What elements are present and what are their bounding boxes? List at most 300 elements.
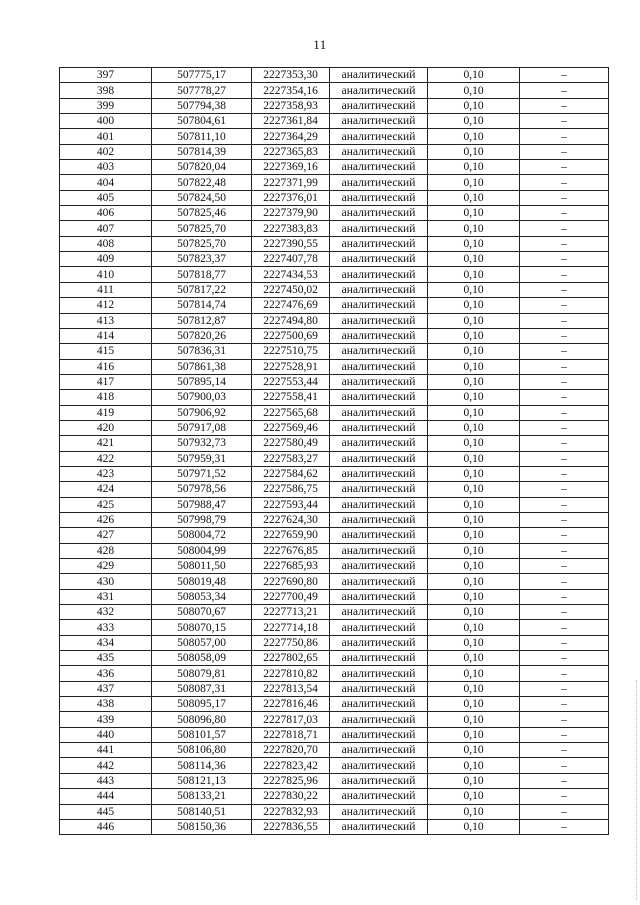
- cell-y-coordinate: 2227624,30: [252, 512, 330, 527]
- cell-point-number: 437: [60, 681, 152, 696]
- cell-note: –: [520, 482, 609, 497]
- cell-x-coordinate: 507900,03: [152, 390, 252, 405]
- cell-method: аналитический: [330, 420, 428, 435]
- cell-precision: 0,10: [428, 344, 520, 359]
- cell-precision: 0,10: [428, 114, 520, 129]
- cell-point-number: 444: [60, 789, 152, 804]
- cell-point-number: 426: [60, 512, 152, 527]
- table-body: [60, 68, 609, 835]
- cell-point-number: 416: [60, 359, 152, 374]
- cell-point-number: 441: [60, 743, 152, 758]
- cell-note: –: [520, 605, 609, 620]
- table-row: [60, 313, 609, 328]
- cell-method: аналитический: [330, 405, 428, 420]
- cell-method: аналитический: [330, 697, 428, 712]
- cell-x-coordinate: 507971,52: [152, 466, 252, 481]
- cell-y-coordinate: 2227383,83: [252, 221, 330, 236]
- cell-note: –: [520, 635, 609, 650]
- table-row: [60, 528, 609, 543]
- cell-x-coordinate: 507817,22: [152, 282, 252, 297]
- cell-x-coordinate: 507822,48: [152, 175, 252, 190]
- cell-note: –: [520, 727, 609, 742]
- cell-y-coordinate: 2227820,70: [252, 743, 330, 758]
- cell-precision: 0,10: [428, 712, 520, 727]
- cell-method: аналитический: [330, 543, 428, 558]
- cell-x-coordinate: 508140,51: [152, 804, 252, 819]
- cell-x-coordinate: 508070,67: [152, 605, 252, 620]
- cell-precision: 0,10: [428, 651, 520, 666]
- cell-method: аналитический: [330, 313, 428, 328]
- cell-precision: 0,10: [428, 68, 520, 83]
- cell-y-coordinate: 2227358,93: [252, 98, 330, 113]
- cell-note: –: [520, 405, 609, 420]
- cell-precision: 0,10: [428, 620, 520, 635]
- cell-precision: 0,10: [428, 206, 520, 221]
- table-row: [60, 574, 609, 589]
- cell-method: аналитический: [330, 190, 428, 205]
- cell-y-coordinate: 2227565,68: [252, 405, 330, 420]
- cell-y-coordinate: 2227450,02: [252, 282, 330, 297]
- cell-point-number: 440: [60, 727, 152, 742]
- cell-note: –: [520, 236, 609, 251]
- cell-point-number: 432: [60, 605, 152, 620]
- cell-method: аналитический: [330, 144, 428, 159]
- cell-note: –: [520, 221, 609, 236]
- table-row: [60, 98, 609, 113]
- cell-precision: 0,10: [428, 804, 520, 819]
- table-row: [60, 497, 609, 512]
- cell-note: –: [520, 175, 609, 190]
- cell-note: –: [520, 144, 609, 159]
- cell-x-coordinate: 508079,81: [152, 666, 252, 681]
- cell-note: –: [520, 512, 609, 527]
- table-row: [60, 298, 609, 313]
- cell-x-coordinate: 507824,50: [152, 190, 252, 205]
- cell-method: аналитический: [330, 605, 428, 620]
- cell-x-coordinate: 507959,31: [152, 451, 252, 466]
- cell-method: аналитический: [330, 98, 428, 113]
- cell-note: –: [520, 543, 609, 558]
- cell-point-number: 421: [60, 436, 152, 451]
- table-row: [60, 282, 609, 297]
- cell-y-coordinate: 2227434,53: [252, 267, 330, 282]
- cell-method: аналитический: [330, 252, 428, 267]
- table-row: [60, 697, 609, 712]
- cell-precision: 0,10: [428, 451, 520, 466]
- cell-y-coordinate: 2227500,69: [252, 328, 330, 343]
- cell-point-number: 423: [60, 466, 152, 481]
- cell-point-number: 446: [60, 819, 152, 834]
- cell-y-coordinate: 2227713,21: [252, 605, 330, 620]
- cell-x-coordinate: 507804,61: [152, 114, 252, 129]
- cell-point-number: 398: [60, 83, 152, 98]
- cell-precision: 0,10: [428, 221, 520, 236]
- cell-note: –: [520, 298, 609, 313]
- cell-precision: 0,10: [428, 727, 520, 742]
- cell-method: аналитический: [330, 374, 428, 389]
- table-row: [60, 758, 609, 773]
- cell-method: аналитический: [330, 451, 428, 466]
- cell-y-coordinate: 2227569,46: [252, 420, 330, 435]
- cell-precision: 0,10: [428, 758, 520, 773]
- cell-note: –: [520, 804, 609, 819]
- table-row: [60, 773, 609, 788]
- cell-x-coordinate: 508114,36: [152, 758, 252, 773]
- cell-y-coordinate: 2227390,55: [252, 236, 330, 251]
- cell-precision: 0,10: [428, 543, 520, 558]
- cell-note: –: [520, 712, 609, 727]
- cell-precision: 0,10: [428, 298, 520, 313]
- cell-x-coordinate: 507814,74: [152, 298, 252, 313]
- table-row: [60, 236, 609, 251]
- cell-method: аналитический: [330, 712, 428, 727]
- cell-note: –: [520, 252, 609, 267]
- cell-note: –: [520, 390, 609, 405]
- cell-point-number: 411: [60, 282, 152, 297]
- cell-x-coordinate: 507825,70: [152, 236, 252, 251]
- table-row: [60, 114, 609, 129]
- cell-y-coordinate: 2227802,65: [252, 651, 330, 666]
- cell-precision: 0,10: [428, 681, 520, 696]
- table-row: [60, 190, 609, 205]
- cell-method: аналитический: [330, 727, 428, 742]
- cell-method: аналитический: [330, 482, 428, 497]
- cell-precision: 0,10: [428, 236, 520, 251]
- cell-x-coordinate: 507917,08: [152, 420, 252, 435]
- cell-y-coordinate: 2227510,75: [252, 344, 330, 359]
- cell-note: –: [520, 789, 609, 804]
- cell-y-coordinate: 2227528,91: [252, 359, 330, 374]
- cell-x-coordinate: 507825,70: [152, 221, 252, 236]
- cell-precision: 0,10: [428, 819, 520, 834]
- cell-point-number: 418: [60, 390, 152, 405]
- cell-point-number: 414: [60, 328, 152, 343]
- cell-method: аналитический: [330, 466, 428, 481]
- cell-precision: 0,10: [428, 574, 520, 589]
- cell-note: –: [520, 282, 609, 297]
- cell-point-number: 403: [60, 160, 152, 175]
- cell-point-number: 430: [60, 574, 152, 589]
- cell-x-coordinate: 507861,38: [152, 359, 252, 374]
- cell-precision: 0,10: [428, 390, 520, 405]
- cell-point-number: 406: [60, 206, 152, 221]
- cell-method: аналитический: [330, 743, 428, 758]
- cell-x-coordinate: 508150,36: [152, 819, 252, 834]
- cell-method: аналитический: [330, 528, 428, 543]
- cell-precision: 0,10: [428, 313, 520, 328]
- cell-y-coordinate: 2227700,49: [252, 589, 330, 604]
- cell-method: аналитический: [330, 589, 428, 604]
- cell-method: аналитический: [330, 651, 428, 666]
- cell-precision: 0,10: [428, 466, 520, 481]
- table-row: [60, 405, 609, 420]
- cell-y-coordinate: 2227818,71: [252, 727, 330, 742]
- cell-method: аналитический: [330, 328, 428, 343]
- cell-x-coordinate: 508058,09: [152, 651, 252, 666]
- table-row: [60, 666, 609, 681]
- cell-y-coordinate: 2227407,78: [252, 252, 330, 267]
- cell-precision: 0,10: [428, 98, 520, 113]
- cell-precision: 0,10: [428, 482, 520, 497]
- cell-point-number: 435: [60, 651, 152, 666]
- cell-point-number: 400: [60, 114, 152, 129]
- cell-x-coordinate: 507825,46: [152, 206, 252, 221]
- cell-x-coordinate: 507818,77: [152, 267, 252, 282]
- cell-method: аналитический: [330, 497, 428, 512]
- table-row: [60, 712, 609, 727]
- table-row: [60, 543, 609, 558]
- cell-note: –: [520, 359, 609, 374]
- cell-point-number: 429: [60, 559, 152, 574]
- cell-y-coordinate: 2227714,18: [252, 620, 330, 635]
- table-row: [60, 267, 609, 282]
- cell-point-number: 443: [60, 773, 152, 788]
- cell-note: –: [520, 773, 609, 788]
- cell-method: аналитический: [330, 789, 428, 804]
- cell-note: –: [520, 528, 609, 543]
- cell-y-coordinate: 2227580,49: [252, 436, 330, 451]
- cell-y-coordinate: 2227813,54: [252, 681, 330, 696]
- page-number: 11: [313, 37, 327, 52]
- cell-y-coordinate: 2227836,55: [252, 819, 330, 834]
- cell-method: аналитический: [330, 175, 428, 190]
- cell-method: аналитический: [330, 635, 428, 650]
- cell-precision: 0,10: [428, 282, 520, 297]
- cell-note: –: [520, 589, 609, 604]
- cell-point-number: 427: [60, 528, 152, 543]
- cell-y-coordinate: 2227376,01: [252, 190, 330, 205]
- cell-note: –: [520, 160, 609, 175]
- cell-precision: 0,10: [428, 144, 520, 159]
- cell-note: –: [520, 681, 609, 696]
- table-row: [60, 727, 609, 742]
- table-row: [60, 328, 609, 343]
- cell-x-coordinate: 507932,73: [152, 436, 252, 451]
- cell-note: –: [520, 819, 609, 834]
- cell-x-coordinate: 507820,26: [152, 328, 252, 343]
- cell-method: аналитический: [330, 344, 428, 359]
- cell-x-coordinate: 507978,56: [152, 482, 252, 497]
- cell-note: –: [520, 743, 609, 758]
- cell-precision: 0,10: [428, 267, 520, 282]
- cell-precision: 0,10: [428, 175, 520, 190]
- cell-method: аналитический: [330, 804, 428, 819]
- cell-precision: 0,10: [428, 405, 520, 420]
- table-row: [60, 589, 609, 604]
- cell-point-number: 442: [60, 758, 152, 773]
- cell-precision: 0,10: [428, 160, 520, 175]
- cell-x-coordinate: 508004,72: [152, 528, 252, 543]
- table-row: [60, 451, 609, 466]
- cell-x-coordinate: 507811,10: [152, 129, 252, 144]
- cell-x-coordinate: 507895,14: [152, 374, 252, 389]
- cell-point-number: 408: [60, 236, 152, 251]
- table-row: [60, 635, 609, 650]
- cell-note: –: [520, 651, 609, 666]
- cell-x-coordinate: 507820,04: [152, 160, 252, 175]
- cell-point-number: 399: [60, 98, 152, 113]
- table-row: [60, 512, 609, 527]
- cell-y-coordinate: 2227354,16: [252, 83, 330, 98]
- cell-precision: 0,10: [428, 497, 520, 512]
- cell-method: аналитический: [330, 512, 428, 527]
- cell-method: аналитический: [330, 773, 428, 788]
- cell-note: –: [520, 114, 609, 129]
- cell-method: аналитический: [330, 620, 428, 635]
- cell-x-coordinate: 507906,92: [152, 405, 252, 420]
- cell-y-coordinate: 2227353,30: [252, 68, 330, 83]
- cell-method: аналитический: [330, 129, 428, 144]
- cell-precision: 0,10: [428, 528, 520, 543]
- cell-method: аналитический: [330, 298, 428, 313]
- cell-x-coordinate: 507814,39: [152, 144, 252, 159]
- cell-point-number: 415: [60, 344, 152, 359]
- scan-edge-marks: [633, 680, 637, 900]
- cell-x-coordinate: 507812,87: [152, 313, 252, 328]
- cell-point-number: 431: [60, 589, 152, 604]
- table-row: [60, 743, 609, 758]
- coordinates-table: [59, 67, 609, 835]
- table-row: [60, 651, 609, 666]
- table-row: [60, 359, 609, 374]
- cell-method: аналитический: [330, 559, 428, 574]
- cell-note: –: [520, 83, 609, 98]
- cell-point-number: 434: [60, 635, 152, 650]
- cell-precision: 0,10: [428, 773, 520, 788]
- cell-precision: 0,10: [428, 436, 520, 451]
- cell-y-coordinate: 2227685,93: [252, 559, 330, 574]
- cell-point-number: 420: [60, 420, 152, 435]
- cell-x-coordinate: 507775,17: [152, 68, 252, 83]
- cell-point-number: 402: [60, 144, 152, 159]
- cell-x-coordinate: 507823,37: [152, 252, 252, 267]
- cell-point-number: 428: [60, 543, 152, 558]
- cell-note: –: [520, 344, 609, 359]
- cell-note: –: [520, 267, 609, 282]
- cell-method: аналитический: [330, 267, 428, 282]
- cell-y-coordinate: 2227494,80: [252, 313, 330, 328]
- cell-point-number: 407: [60, 221, 152, 236]
- cell-precision: 0,10: [428, 420, 520, 435]
- cell-x-coordinate: 508133,21: [152, 789, 252, 804]
- cell-y-coordinate: 2227379,90: [252, 206, 330, 221]
- cell-x-coordinate: 507988,47: [152, 497, 252, 512]
- cell-precision: 0,10: [428, 252, 520, 267]
- cell-x-coordinate: 508101,57: [152, 727, 252, 742]
- cell-method: аналитический: [330, 83, 428, 98]
- table-row: [60, 390, 609, 405]
- table-row: [60, 206, 609, 221]
- table-row: [60, 789, 609, 804]
- cell-y-coordinate: 2227558,41: [252, 390, 330, 405]
- cell-precision: 0,10: [428, 359, 520, 374]
- cell-x-coordinate: 508011,50: [152, 559, 252, 574]
- cell-method: аналитический: [330, 390, 428, 405]
- cell-note: –: [520, 436, 609, 451]
- cell-point-number: 405: [60, 190, 152, 205]
- table-row: [60, 144, 609, 159]
- cell-y-coordinate: 2227830,22: [252, 789, 330, 804]
- cell-note: –: [520, 451, 609, 466]
- cell-y-coordinate: 2227659,90: [252, 528, 330, 543]
- cell-note: –: [520, 574, 609, 589]
- cell-y-coordinate: 2227810,82: [252, 666, 330, 681]
- cell-precision: 0,10: [428, 666, 520, 681]
- cell-precision: 0,10: [428, 83, 520, 98]
- cell-method: аналитический: [330, 681, 428, 696]
- table-row: [60, 804, 609, 819]
- cell-x-coordinate: 508070,15: [152, 620, 252, 635]
- cell-point-number: 439: [60, 712, 152, 727]
- cell-note: –: [520, 559, 609, 574]
- cell-point-number: 401: [60, 129, 152, 144]
- cell-x-coordinate: 507836,31: [152, 344, 252, 359]
- cell-y-coordinate: 2227584,62: [252, 466, 330, 481]
- cell-point-number: 433: [60, 620, 152, 635]
- cell-method: аналитический: [330, 236, 428, 251]
- table-row: [60, 436, 609, 451]
- cell-method: аналитический: [330, 68, 428, 83]
- table-row: [60, 466, 609, 481]
- cell-point-number: 438: [60, 697, 152, 712]
- table-row: [60, 175, 609, 190]
- cell-y-coordinate: 2227476,69: [252, 298, 330, 313]
- cell-y-coordinate: 2227823,42: [252, 758, 330, 773]
- cell-note: –: [520, 190, 609, 205]
- cell-method: аналитический: [330, 160, 428, 175]
- cell-precision: 0,10: [428, 190, 520, 205]
- table-row: [60, 221, 609, 236]
- cell-precision: 0,10: [428, 129, 520, 144]
- cell-note: –: [520, 374, 609, 389]
- cell-y-coordinate: 2227371,99: [252, 175, 330, 190]
- cell-note: –: [520, 129, 609, 144]
- cell-x-coordinate: 508121,13: [152, 773, 252, 788]
- cell-method: аналитический: [330, 574, 428, 589]
- cell-y-coordinate: 2227365,83: [252, 144, 330, 159]
- cell-method: аналитический: [330, 819, 428, 834]
- cell-precision: 0,10: [428, 635, 520, 650]
- cell-precision: 0,10: [428, 605, 520, 620]
- table-row: [60, 252, 609, 267]
- table-row: [60, 344, 609, 359]
- cell-x-coordinate: 508053,34: [152, 589, 252, 604]
- cell-y-coordinate: 2227816,46: [252, 697, 330, 712]
- cell-note: –: [520, 620, 609, 635]
- cell-point-number: 436: [60, 666, 152, 681]
- cell-note: –: [520, 497, 609, 512]
- cell-method: аналитический: [330, 206, 428, 221]
- cell-precision: 0,10: [428, 589, 520, 604]
- table-row: [60, 482, 609, 497]
- table-row: [60, 374, 609, 389]
- table-row: [60, 620, 609, 635]
- cell-point-number: 425: [60, 497, 152, 512]
- cell-point-number: 404: [60, 175, 152, 190]
- cell-x-coordinate: 508019,48: [152, 574, 252, 589]
- table-row: [60, 819, 609, 834]
- cell-point-number: 422: [60, 451, 152, 466]
- cell-method: аналитический: [330, 282, 428, 297]
- cell-point-number: 445: [60, 804, 152, 819]
- cell-x-coordinate: 508087,31: [152, 681, 252, 696]
- table-row: [60, 605, 609, 620]
- cell-x-coordinate: 507778,27: [152, 83, 252, 98]
- cell-y-coordinate: 2227750,86: [252, 635, 330, 650]
- cell-method: аналитический: [330, 436, 428, 451]
- cell-note: –: [520, 98, 609, 113]
- cell-point-number: 417: [60, 374, 152, 389]
